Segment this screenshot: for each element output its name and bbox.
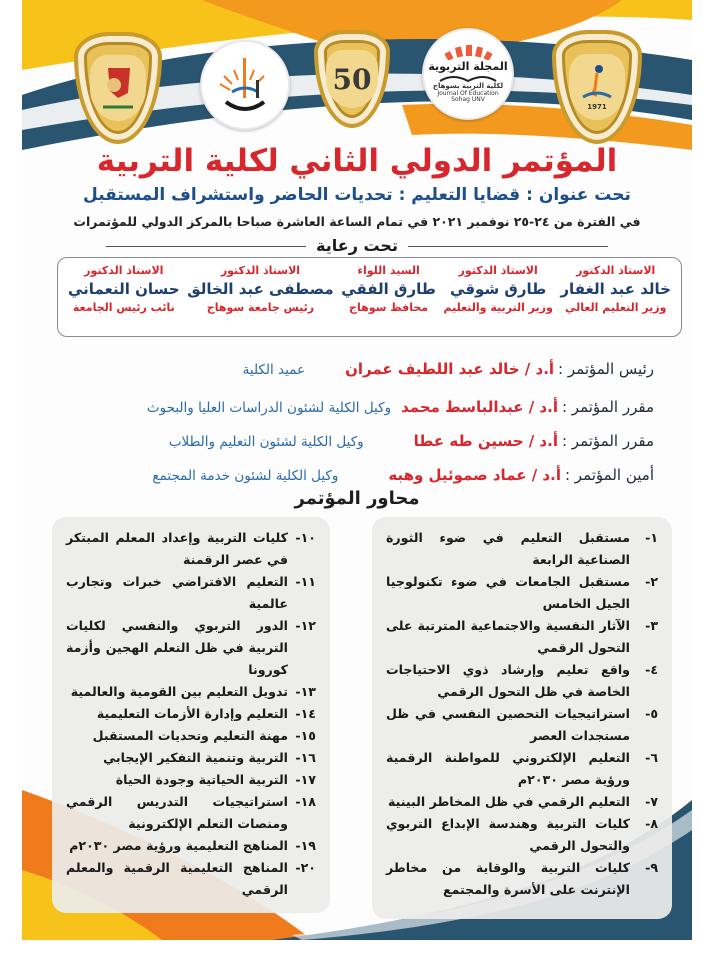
axis-item: ٤- واقع تعليم وإرشاد ذوي الاحتياجات الخاصة في ظل التحول الرقمي bbox=[386, 662, 658, 699]
axis-item: ١١- التعليم الافتراضي خبرات وتجارب عالمية bbox=[66, 574, 316, 611]
patron-card bbox=[68, 264, 180, 330]
organizer-row bbox=[54, 466, 654, 484]
patron-name: مصطفى عبد الخالق bbox=[187, 280, 334, 298]
patronage-heading-text: تحت رعاية bbox=[316, 236, 398, 255]
organizer-name: أ.د / حسين طه عطا bbox=[413, 432, 558, 450]
organizer-label: رئيس المؤتمر : bbox=[558, 360, 654, 378]
graduate-book-icon bbox=[579, 63, 615, 103]
patron-name: خالد عبد الغفار bbox=[560, 280, 671, 298]
divider bbox=[408, 246, 608, 247]
patron-card bbox=[560, 264, 671, 330]
conference-poster bbox=[22, 0, 692, 940]
journal-sub-en-2: Sohag UNV bbox=[451, 96, 485, 104]
axis-item: ٢٠- المناهج التعليمية الرقمية والمعلم الرقمي bbox=[66, 860, 316, 897]
axis-item: ٢- مستقبل الجامعات في ضوء تكنولوجيا الجيل الخامس bbox=[386, 574, 658, 611]
patron-name: طارق الفقي bbox=[341, 280, 436, 298]
conference-subtitle: تحت عنوان : قضايا التعليم : تحديات الحاضر واستشراف المستقبل bbox=[83, 185, 631, 205]
founding-year: 1971 bbox=[587, 103, 607, 111]
axis-item: ٨- كليات التربية وهندسة الإبداع التربوي والتحول الرقمي bbox=[386, 816, 658, 853]
patronage-heading bbox=[22, 236, 692, 255]
organizer-role: وكيل الكلية لشئون خدمة المجتمع bbox=[152, 468, 339, 484]
axis-item: ١٦- التربية وتنمية التفكير الإيجابي bbox=[103, 750, 316, 765]
organizer-row bbox=[54, 360, 654, 378]
axis-item: ١٠- كليات التربية وإعداد المعلم المبتكر في عصر الرقمنة bbox=[66, 530, 316, 567]
conference-title: المؤتمر الدولي الثاني لكلية التربية bbox=[96, 143, 618, 179]
education-journal-logo bbox=[422, 28, 514, 120]
patron-title: الاستاذ الدكتور bbox=[84, 264, 164, 277]
sun-rays-icon bbox=[443, 44, 493, 60]
organizer-name: أ.د / عبدالباسط محمد bbox=[401, 398, 558, 416]
conference-date-venue: في الفترة من ٢٤-٢٥ نوفمبر ٢٠٢١ في تمام الساعة العاشرة صباحا بالمركز الدولي للمؤتمرات bbox=[73, 214, 641, 229]
organizer-row bbox=[54, 432, 654, 450]
organizer-label: مقرر المؤتمر : bbox=[561, 432, 654, 450]
patrons-box bbox=[57, 257, 682, 337]
organizer-role: عميد الكلية bbox=[242, 362, 306, 378]
patron-title: الاستاذ الدكتور bbox=[220, 264, 301, 277]
pharaoh-head-icon bbox=[90, 55, 146, 121]
journal-title: المجلة التربوية bbox=[428, 60, 508, 74]
patron-card bbox=[443, 264, 552, 330]
patron-card bbox=[187, 264, 334, 330]
organizer-label: أمين المؤتمر : bbox=[564, 466, 654, 484]
patron-title: الاستاذ الدكتور bbox=[458, 264, 538, 277]
patron-role: نائب رئيس الجامعة bbox=[72, 301, 175, 314]
conference-logo bbox=[200, 40, 290, 130]
patron-role: وزير التعليم العالي bbox=[564, 301, 667, 314]
organizer-role: وكيل الكلية لشئون الدراسات العليا والبحوث bbox=[146, 400, 392, 416]
organizer-role: وكيل الكلية لشئون التعليم والطلاب bbox=[168, 434, 364, 450]
axis-item: ١٤- التعليم وإدارة الأزمات التعليمية bbox=[96, 706, 316, 721]
patron-name: طارق شوقي bbox=[450, 280, 547, 298]
journal-sub-en: Journal Of Education bbox=[437, 89, 499, 97]
axis-item: ٦- التعليم الإلكتروني للمواطنة الرقمية ورؤية مصر ٢٠٣٠م bbox=[386, 750, 658, 787]
patron-title: الاستاذ الدكتور bbox=[576, 264, 656, 277]
organizer-row bbox=[54, 398, 654, 416]
axis-item: ٣- الآثار النفسية والاجتماعية المترتبة على التحول الرقمي bbox=[386, 618, 658, 655]
axis-item: ١٨- استراتيجيات التدريس الرقمي ومنصات التعلم الإلكترونية bbox=[66, 794, 316, 831]
organizer-name: أ.د / عماد صموئيل وهبه bbox=[388, 466, 561, 484]
axes-list-right bbox=[386, 527, 658, 901]
patron-card bbox=[341, 264, 436, 330]
axis-item: ١٥- مهنة التعليم وتحديات المستقبل bbox=[92, 728, 316, 743]
organizer-name: أ.د / خالد عبد اللطيف عمران bbox=[345, 360, 555, 378]
fifty-years-badge: 50 bbox=[332, 62, 372, 96]
organizer-label: مقرر المؤتمر : bbox=[561, 398, 654, 416]
patron-title: السيد اللواء bbox=[357, 264, 420, 277]
axes-box-right bbox=[372, 517, 672, 919]
axis-item: ١٩- المناهج التعليمية ورؤية مصر ٢٠٣٠م bbox=[69, 838, 316, 853]
axis-item: ٩- كليات التربية والوقاية من مخاطر الإنترنت على الأسرة والمجتمع bbox=[386, 860, 658, 897]
divider bbox=[106, 246, 306, 247]
axis-item: ٥- استراتيجيات التحصين النفسي في ظل مستجدات العصر bbox=[386, 706, 658, 743]
axes-box-left bbox=[52, 517, 330, 913]
axis-item: ١٢- الدور التربوي والنفسي لكليات التربية في ظل التعلم الهجين وأزمة كورونا bbox=[66, 618, 316, 677]
axes-list-left bbox=[66, 527, 316, 901]
patron-role: وزير التربية والتعليم bbox=[443, 301, 553, 314]
axis-item: ١٣- تدويل التعليم بين القومية والعالمية bbox=[70, 684, 316, 699]
patron-name: حسان النعماني bbox=[68, 280, 180, 298]
axes-heading: محاور المؤتمر bbox=[294, 488, 420, 509]
axis-item: ١٧- التربية الحياتية وجودة الحياة bbox=[115, 772, 316, 787]
axis-item: ١- مستقبل التعليم في ضوء الثورة الصناعية الرابعة bbox=[386, 530, 658, 567]
patron-role: رئيس جامعة سوهاج bbox=[206, 301, 315, 314]
sunrise-book-icon bbox=[210, 50, 280, 120]
axis-item: ٧- التعليم الرقمي في ظل المخاطر البينية bbox=[387, 794, 658, 809]
patron-role: محافظ سوهاج bbox=[349, 301, 429, 314]
journal-sub-ar: لكلية التربية بسوهاج bbox=[432, 82, 504, 91]
